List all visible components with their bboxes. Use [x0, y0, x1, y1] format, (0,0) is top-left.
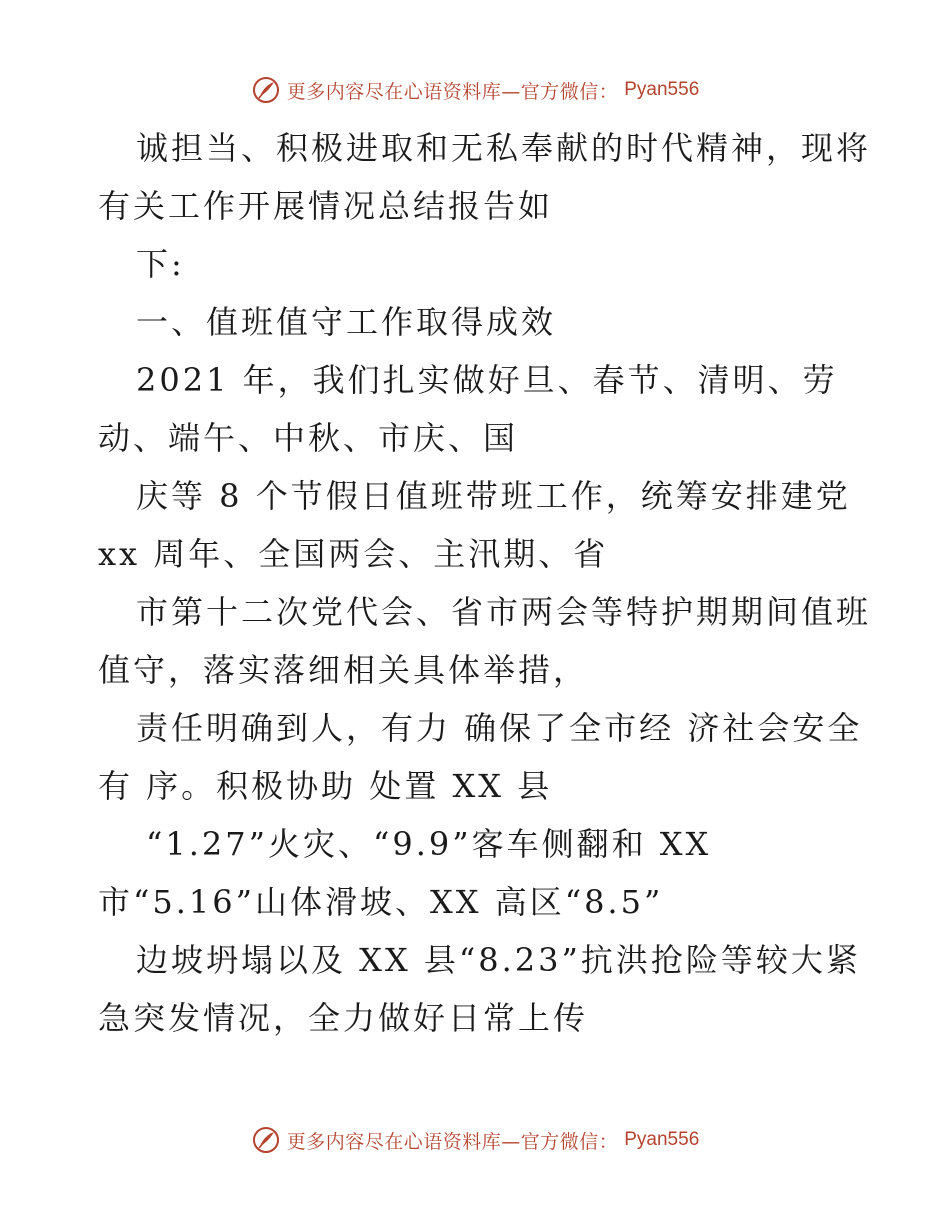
- body-line: 动、端午、中秋、市庆、国: [98, 419, 519, 457]
- body-line: 下:: [136, 245, 185, 283]
- footer-watermark: [0, 1122, 950, 1158]
- body-line: 责任明确到人，有力 确保了全市经 济社会安全: [136, 709, 863, 747]
- body-line: 2021 年，我们扎实做好旦、春节、清明、劳: [136, 361, 838, 399]
- header-watermark: [0, 72, 950, 108]
- body-line: 市第十二次党代会、省市两会等特护期期间值班: [136, 593, 872, 631]
- body-line: 有 序。积极协助 处置 XX 县: [98, 767, 553, 805]
- section-heading: 一、值班值守工作取得成效: [136, 303, 557, 341]
- watermark-wechat-id: Pyan556: [624, 1129, 700, 1150]
- feather-quill-logo-icon: [251, 75, 281, 105]
- body-line: 市“5.16”山体滑坡、XX 高区“8.5”: [98, 883, 664, 921]
- body-line: 诚担当、积极进取和无私奉献的时代精神，现将: [136, 129, 872, 167]
- body-line: 边坡坍塌以及 XX 县“8.23”抗洪抢险等较大紧: [136, 941, 861, 979]
- watermark-text: 更多内容尽在心语资料库—官方微信：: [286, 80, 619, 103]
- body-line: xx 周年、全国两会、主汛期、省: [98, 535, 609, 573]
- body-line: 急突发情况，全力做好日常上传: [98, 999, 589, 1037]
- feather-quill-logo-icon: [251, 1125, 281, 1155]
- body-line: 庆等 8 个节假日值班带班工作，统筹安排建党: [136, 477, 851, 515]
- watermark-text: 更多内容尽在心语资料库—官方微信：: [286, 1130, 619, 1153]
- body-line: 有关工作开展情况总结报告如: [98, 187, 554, 225]
- body-line: “1.27”火灾、“9.9”客车侧翻和 XX: [146, 825, 712, 863]
- body-line: 值守，落实落细相关具体举措，: [98, 651, 589, 689]
- watermark-wechat-id: Pyan556: [624, 79, 700, 100]
